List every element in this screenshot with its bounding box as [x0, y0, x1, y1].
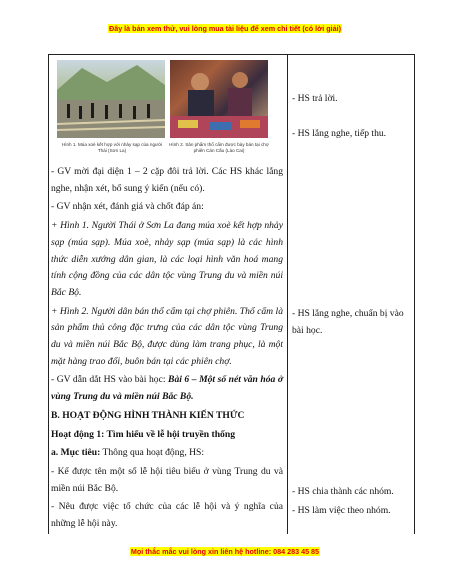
- activity-heading: Hoạt động 1: Tìm hiểu về lễ hội truyền thống: [51, 428, 235, 440]
- teacher-step: - GV nhận xét, đánh giá và chốt đáp án:: [51, 201, 204, 213]
- goal-text: Thông qua hoạt động, HS:: [100, 447, 205, 459]
- student-step: - HS trả lời.: [292, 93, 338, 104]
- preview-banner-text: Đây là bản xem thử, vui lòng mua tài liệu để xem chi tiết (có lời giải): [109, 24, 341, 33]
- lesson-title: Bài 6 – Một số nét văn hóa ở vùng Trung du và miền núi Bắc Bộ.: [51, 374, 283, 403]
- student-step: - HS lắng nghe, tiếp thu.: [292, 128, 387, 139]
- goal-item: - Nêu được việc tổ chức của các lễ hội và ý nghĩa của những lễ hội này.: [51, 501, 283, 530]
- figure-row: [51, 60, 283, 164]
- dance-photo: [57, 60, 165, 138]
- preview-banner: [0, 24, 450, 33]
- goal-line: [51, 445, 283, 462]
- figure-1-caption: Hình 1. Múa xoè kết hợp với nhảy sạp của người Thái (Sơn La): [61, 142, 163, 153]
- hotline-banner: [0, 547, 450, 556]
- student-step: - HS làm việc theo nhóm.: [292, 505, 391, 516]
- section-heading: B. HOẠT ĐỘNG HÌNH THÀNH KIẾN THỨC: [51, 409, 245, 421]
- column-divider: [287, 54, 288, 534]
- answer-figure-2: + Hình 2. Người dân bán thổ cẩm tại chợ phiên. Thổ cẩm là sản phẩm thủ công đặc trưng của các dân tộc vùng Trung du và miền núi Bắc Bộ, được dùng làm trang phục, là một mặt hàng trao đổi, buôn bán tại các phiên chợ.: [51, 305, 283, 367]
- teacher-column: [51, 60, 283, 533]
- goal-label: a. Mục tiêu:: [51, 447, 101, 459]
- student-step: - HS chia thành các nhóm.: [292, 486, 394, 497]
- brocade-photo: [170, 60, 268, 138]
- lesson-intro: [51, 372, 283, 405]
- figure-2-caption: Hình 2. Sản phẩm thổ cẩm được bày bán tại chợ phiên Cán Cấu (Lào Cai): [169, 142, 269, 153]
- teacher-step: - GV mời đại diện 1 – 2 cặp đôi trả lời. Các HS khác lắng nghe, nhận xét, bổ sung ý kiến (nếu có).: [51, 166, 283, 194]
- goal-item: - Kể được tên một số lễ hội tiêu biểu ở vùng Trung du và miền núi Bắc Bộ.: [51, 465, 283, 494]
- lesson-intro-text: - GV dẫn dắt HS vào bài học:: [51, 374, 169, 386]
- student-step: - HS lắng nghe, chuẩn bị vào bài học.: [292, 308, 404, 336]
- hotline-banner-text: Mọi thắc mắc vui lòng xin liên hệ hotline: 084 283 45 85: [130, 547, 320, 556]
- answer-figure-1: + Hình 1. Người Thái ở Sơn La đang múa xoè kết hợp nhảy sạp (múa sạp). Múa xoè, nhảy sạp (múa sạp) là các hình thức diễn xướng dân gian, là các loại hình văn hoá mang tính cộng đồng của các dân tộc vùng Trung du và miền núi Bắc Bộ.: [51, 220, 283, 298]
